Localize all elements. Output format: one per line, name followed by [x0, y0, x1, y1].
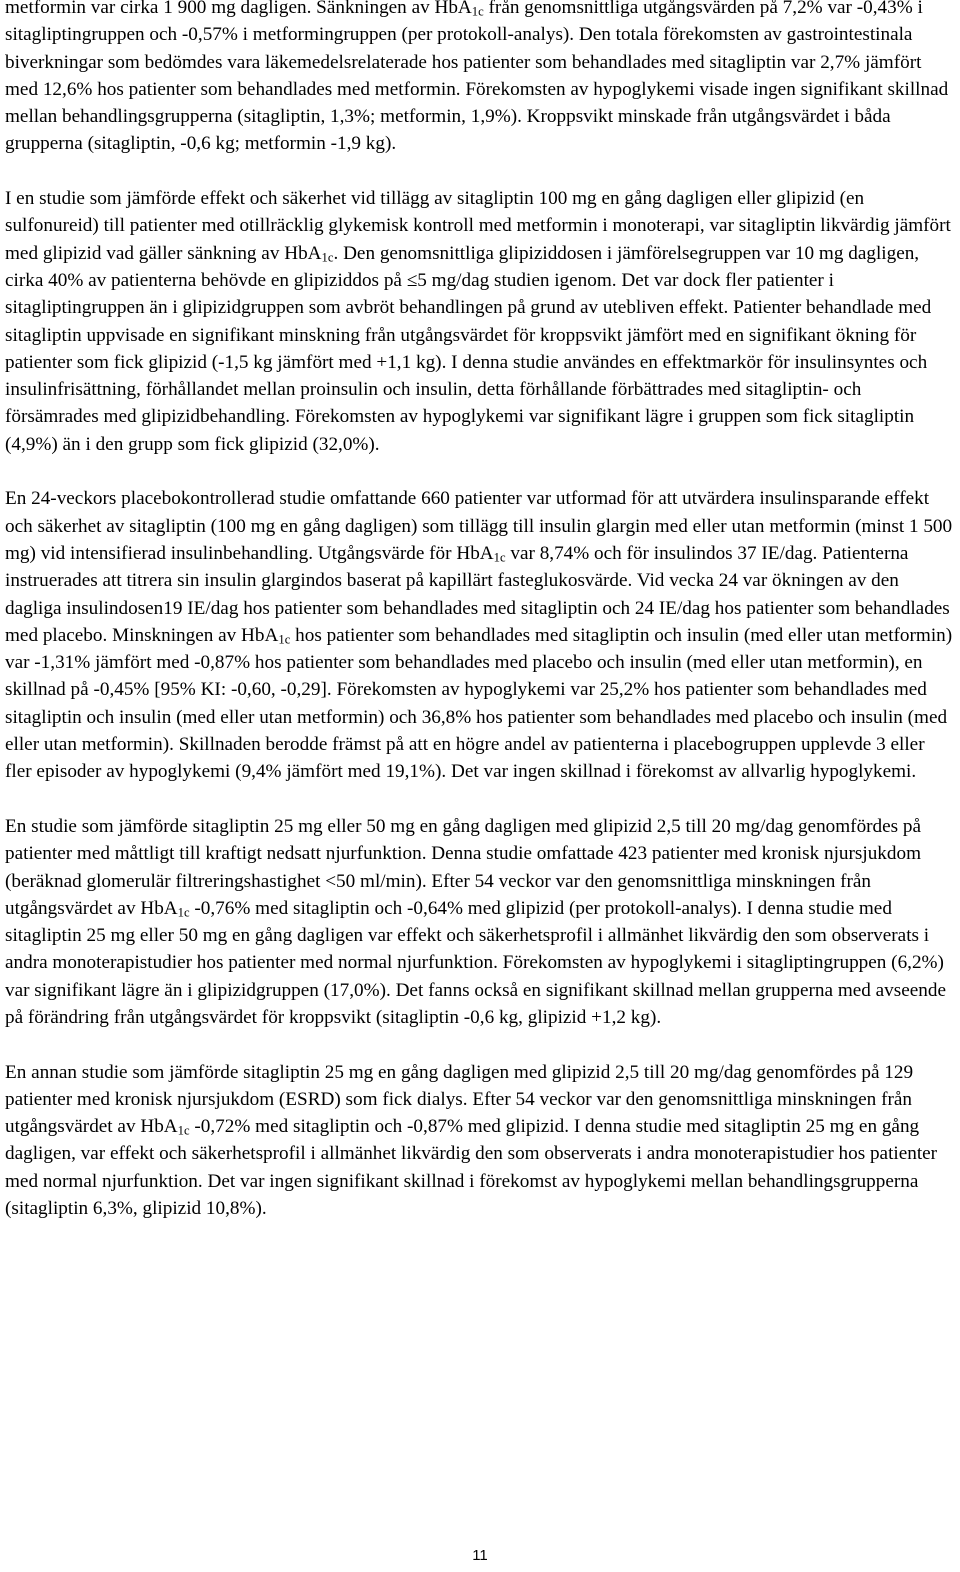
text-run: . Den genomsnittliga glipiziddosen i jämförelsegruppen var 10 mg dagligen, cirka 40% av patienterna behövde en glipiziddos på ≤5 mg/dag studien igenom. Det var dock fler patienter i sitagliptingruppen än i glipizidgruppen som avbröt behandlingen på grund av utebliven effekt. Patienter behandlade med sitagliptin uppvisade en signifikant minskning från utgångsvärdet för kroppsvikt jämfört med en signifikant ökning för patienter som fick glipizid (-1,5 kg jämfört med +1,1 kg). I denna studie användes en effektmarkör för insulinsyntes och insulinfrisättning, förhållandet mellan proinsulin och insulin, detta förhållande förbättrades med sitagliptin- och försämrades med glipizidbehandling. Förekomsten av hypoglykemi var signifikant lägre i gruppen som fick sitagliptin (4,9%) än i den grupp som fick glipizid (32,0%).	[5, 242, 932, 455]
text-run: En annan studie som jämförde sitagliptin 25 mg en gång dagligen med glipizid 2,5 till 20 mg/dag genomfördes på 129 patienter med kronisk njursjukdom (ESRD) som fick dialys. Efter 54 veckor var den genomsnittliga minskningen från utgångsvärdet av HbA	[5, 1061, 914, 1138]
hba1c-subscript: 1c	[471, 4, 484, 19]
text-run: En 24-veckors placebokontrollerad studie omfattande 660 patienter var utformad för att utvärdera insulinsparande effekt och säkerhet av sitagliptin (100 mg en gång dagligen) som tillägg till insulin glargin med eller utan metformin (minst 1 500 mg) vid intensifierad insulinbehandling. Utgångsvärde för HbA	[5, 488, 953, 564]
hba1c-subscript: 1c	[493, 550, 506, 565]
page-number: 11	[472, 1547, 488, 1564]
paragraph-gap	[5, 458, 955, 485]
text-run: I en studie som jämförde effekt och säkerhet vid tillägg av sitagliptin 100 mg en gång dagligen eller glipizid (en sulfonureid) till patienter med otillräcklig glykemisk kontroll med metformin i monoterapi, var sitagliptin likvärdig jämfört med glipizid vad gäller sänkning av HbA	[5, 188, 951, 264]
text-run: En studie som jämförde sitagliptin 25 mg eller 50 mg en gång dagligen med glipizid 2,5 till 20 mg/dag genomfördes på patienter med måttligt till kraftigt nedsatt njurfunktion. Denna studie omfattade 423 patienter med kronisk njursjukdom (beräknad glomerulär filtreringshastighet <50 ml/min). Efter 54 veckor var den genomsnittliga minskningen från utgångsvärdet av HbA	[5, 815, 922, 919]
text-run: från genomsnittliga utgångsvärden på 7,2% var -0,43% i sitagliptingruppen och -0,57% i metformingruppen (per protokoll-analys). Den totala förekomsten av gastrointestinala biverkningar som bedömdes vara läkemedelsrelaterade hos patienter som behandlades med sitagliptin var 2,7% jämfört med 12,6% hos patienter som behandlades med metformin. Förekomsten av hypoglykemi visade ingen signifikant skillnad mellan behandlingsgrupperna (sitagliptin, 1,3%; metformin, 1,9%). Kroppsvikt minskade från utgångsvärdet i båda grupperna (sitagliptin, -0,6 kg; metformin -1,9 kg).	[5, 0, 949, 155]
text-run: -0,72% med sitagliptin och -0,87% med glipizid. I denna studie med sitagliptin 25 mg en gång dagligen, var effekt och säkerhetsprofil i allmänhet likvärdig den som observerats i andra monoterapistudier hos patienter med normal njurfunktion. Det var ingen signifikant skillnad i förekomst av hypoglykemi mellan behandlingsgrupperna (sitagliptin 6,3%, glipizid 10,8%).	[5, 1116, 938, 1220]
paragraph-dialysis-study	[5, 1059, 955, 1223]
hba1c-subscript: 1c	[177, 1123, 190, 1138]
text-run: -0,76% med sitagliptin och -0,64% med glipizid (per protokoll-analys). I denna studie med sitagliptin 25 mg eller 50 mg en gång dagligen var effekt och säkerhetsprofil i allmänhet likvärdig den som observerats i andra monoterapistudier hos patienter med normal njurfunktion. Förekomsten av hypoglykemi i sitagliptingruppen (6,2%) var signifikant lägre än i glipizidgruppen (17,0%). Det fanns också en signifikant skillnad mellan grupperna med avseende på förändring från utgångsvärdet för kroppsvikt (sitagliptin -0,6 kg, glipizid +1,2 kg).	[5, 897, 946, 1028]
hba1c-subscript: 1c	[321, 249, 334, 264]
paragraph-insulin-study	[5, 485, 955, 785]
document-body	[5, 0, 955, 1222]
text-run: metformin var cirka 1 900 mg dagligen. Sänkningen av HbA	[5, 0, 472, 18]
hba1c-subscript: 1c	[278, 632, 291, 647]
text-run: hos patienter som behandlades med sitagliptin och insulin (med eller utan metformin) var -1,31% jämfört med -0,87% hos patienter som behandlades med placebo och insulin (med eller utan metformin), en skillnad på -0,45% [95% KI: -0,60, -0,29]. Förekomsten av hypoglykemi var 25,2% hos patienter som behandlades med sitagliptin och insulin (med eller utan metformin) och 36,8% hos patienter som behandlades med placebo och insulin (med eller utan metformin). Skillnaden berodde främst på att en högre andel av patienterna i placebogruppen upplevde 3 eller fler episoder av hypoglykemi (9,4% jämfört med 19,1%). Det var ingen skillnad i förekomst av allvarlig hypoglykemi.	[5, 624, 953, 783]
paragraph-renal-impairment-study	[5, 813, 955, 1031]
paragraph-metformin-comparison	[5, 0, 955, 158]
hba1c-subscript: 1c	[177, 905, 190, 920]
paragraph-glipizid-comparison	[5, 185, 955, 458]
paragraph-gap	[5, 158, 955, 185]
paragraph-gap	[5, 786, 955, 813]
text-run: var 8,74% och för insulindos 37 IE/dag. Patienterna instruerades att titrera sin insulin glargindos baserat på kapillärt fasteglukosvärde. Vid vecka 24 var ökningen av den dagliga insulindosen19 IE/dag hos patienter som behandlades med sitagliptin och 24 IE/dag hos patienter som behandlades med placebo. Minskningen av HbA	[5, 542, 950, 646]
paragraph-gap	[5, 1031, 955, 1058]
